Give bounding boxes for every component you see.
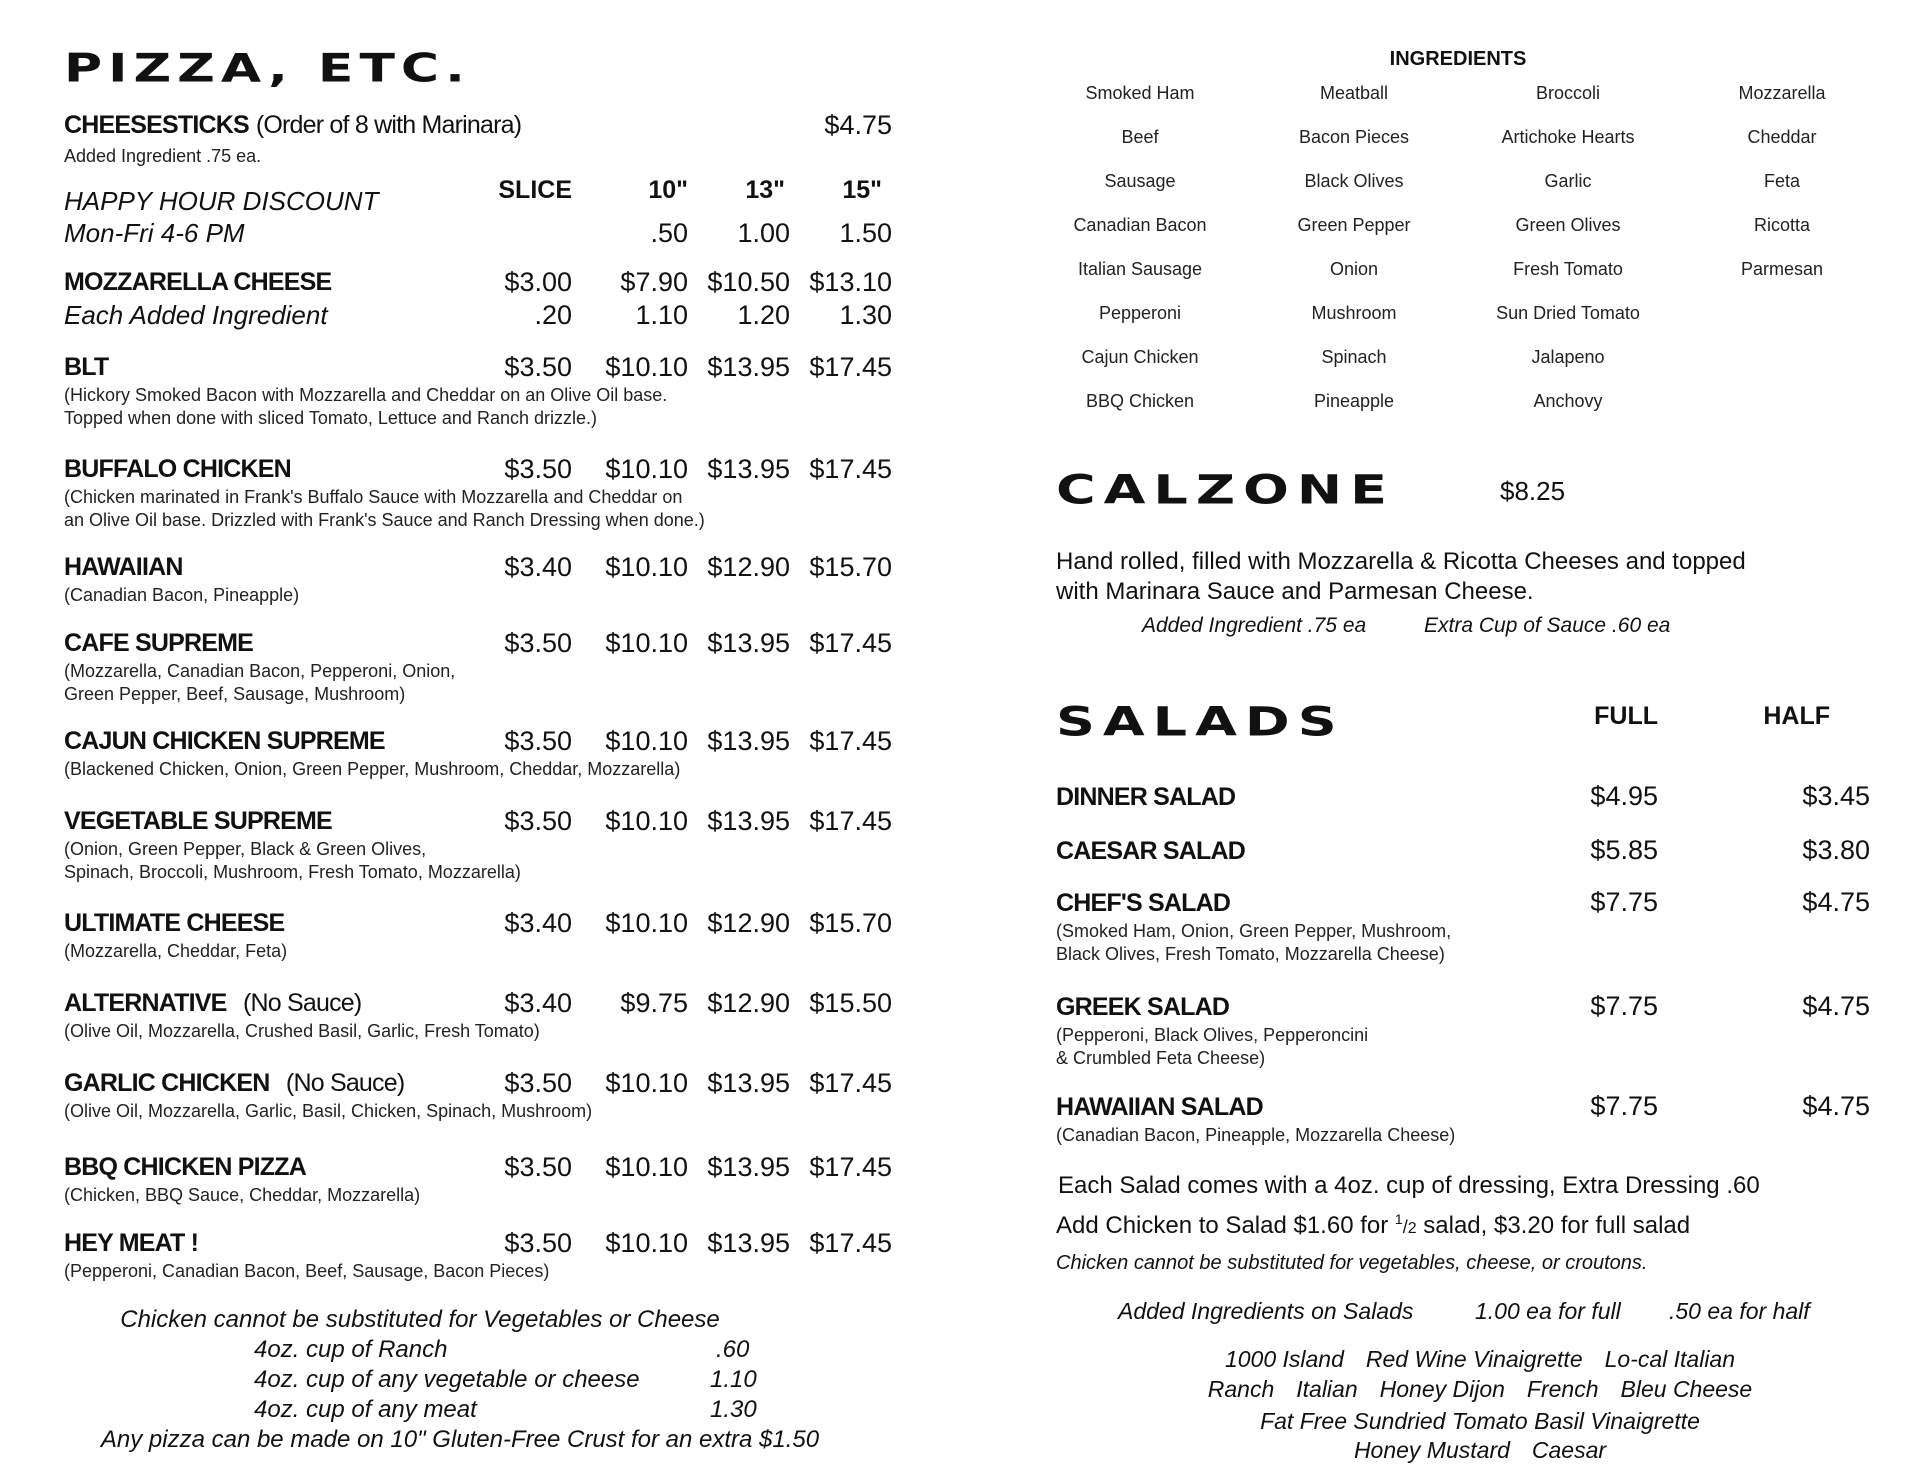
- salad-chicken-text-a: Add Chicken to Salad $1.60 for: [1056, 1212, 1395, 1239]
- salad-item-price-full: $7.75: [1590, 991, 1658, 1021]
- pizza-item-name: ULTIMATE CHEESE: [64, 909, 285, 937]
- dressing-row: [1100, 1376, 1860, 1403]
- pizza-item-price-13: $13.95: [707, 628, 790, 658]
- pizza-item-extra: (No Sauce): [285, 1069, 405, 1097]
- pizza-item-price-slice: $3.50: [504, 726, 572, 756]
- pizza-item-title: [64, 629, 253, 658]
- pizza-item-title: [64, 455, 291, 484]
- header-15: 15": [842, 176, 882, 204]
- added-ingredient-name: Each Added Ingredient: [64, 300, 328, 330]
- pizza-item-title: [64, 1229, 198, 1258]
- calzone-sauce: Extra Cup of Sauce .60 ea: [1424, 614, 1671, 637]
- cup-meat-price: 1.30: [710, 1396, 757, 1423]
- salad-item-price-full: $5.85: [1590, 835, 1658, 865]
- cup-ranch-price: .60: [716, 1336, 750, 1363]
- dressing-row: [1100, 1437, 1860, 1464]
- pizza-item-name: CAFE SUPREME: [64, 629, 254, 657]
- pizza-item-price-10: $10.10: [605, 454, 688, 484]
- mozzarella-price-15: $13.10: [809, 267, 892, 297]
- salad-item-description: Black Olives, Fresh Tomato, Mozzarella Cheese): [1056, 944, 1445, 964]
- calzone-desc-1: Hand rolled, filled with Mozzarella & Ricotta Cheeses and topped: [1056, 548, 1746, 575]
- salad-item-price-half: $4.75: [1802, 887, 1870, 917]
- ingredient-item: Cheddar: [1747, 127, 1817, 147]
- pizza-item-title: [64, 727, 385, 756]
- salad-item-name: HAWAIIAN SALAD: [1056, 1093, 1263, 1121]
- pizza-item-price-15: $17.45: [809, 1152, 892, 1182]
- ingredient-item: Pineapple: [1313, 391, 1395, 411]
- ingredient-item: Fresh Tomato: [1513, 259, 1623, 279]
- pizza-item-price-10: $10.10: [605, 908, 688, 938]
- pizza-item-price-15: $17.45: [809, 806, 892, 836]
- salad-item-price-half: $4.75: [1802, 1091, 1870, 1121]
- added-price-10: 1.10: [635, 300, 688, 330]
- pizza-item-name: ALTERNATIVE: [64, 989, 227, 1017]
- ingredient-item: Pepperoni: [1098, 303, 1182, 323]
- pizza-item-price-10: $10.10: [605, 1152, 688, 1182]
- ingredient-item: Spinach: [1321, 347, 1387, 367]
- pizza-item-description: Topped when done with sliced Tomato, Lettuce and Ranch drizzle.): [64, 408, 597, 428]
- pizza-item-price-15: $15.70: [809, 908, 892, 938]
- pizza-item-price-13: $13.95: [707, 1152, 790, 1182]
- pizza-item-price-13: $13.95: [707, 1068, 790, 1098]
- calzone-added: Added Ingredient .75 ea: [1142, 614, 1367, 637]
- pizza-item-price-10: $10.10: [605, 628, 688, 658]
- ingredient-item: Black Olives: [1304, 171, 1404, 191]
- pizza-item-price-15: $15.50: [809, 988, 892, 1018]
- pizza-item-price-slice: $3.50: [504, 1152, 572, 1182]
- pizza-item-description: (Mozzarella, Cheddar, Feta): [64, 941, 288, 961]
- ingredient-item: Mushroom: [1311, 303, 1397, 323]
- pizza-item-price-10: $10.10: [605, 806, 688, 836]
- pizza-item-name: HAWAIIAN: [64, 553, 183, 581]
- salad-dressing-note: Each Salad comes with a 4oz. cup of dressing, Extra Dressing .60: [1058, 1172, 1760, 1199]
- ingredient-item: Green Pepper: [1297, 215, 1411, 235]
- salad-header-full: FULL: [1594, 702, 1658, 730]
- salad-item-price-half: $3.45: [1802, 781, 1870, 811]
- dressing-option: 1000 Island: [1224, 1346, 1344, 1372]
- ingredient-item: Parmesan: [1740, 259, 1824, 279]
- pizza-item-title: [64, 553, 183, 582]
- pizza-item-price-slice: $3.40: [504, 908, 572, 938]
- ingredient-item: Meatball: [1319, 83, 1389, 103]
- ingredient-item: Smoked Ham: [1085, 83, 1195, 103]
- cheesesticks-row: [64, 111, 521, 140]
- cheesesticks-detail: (Order of 8 with Marinara): [255, 111, 522, 139]
- pizza-item-description: (Canadian Bacon, Pineapple): [64, 585, 300, 605]
- pizza-item-description: (Mozzarella, Canadian Bacon, Pepperoni, Onion,: [64, 661, 456, 681]
- pizza-item-description: (Olive Oil, Mozzarella, Crushed Basil, Garlic, Fresh Tomato): [64, 1021, 540, 1041]
- pizza-item-name: VEGETABLE SUPREME: [64, 807, 332, 835]
- cup-vegetable-price: 1.10: [710, 1366, 757, 1393]
- salad-added-half: .50 ea for half: [1669, 1298, 1810, 1324]
- pizza-item-price-slice: $3.50: [504, 454, 572, 484]
- salad-item-price-half: $4.75: [1802, 991, 1870, 1021]
- added-price-slice: .20: [534, 300, 572, 330]
- ingredients-title: INGREDIENTS: [1389, 48, 1527, 70]
- pizza-item-description: (Hickory Smoked Bacon with Mozzarella and Cheddar on an Olive Oil base.: [64, 385, 668, 405]
- pizza-item-title: [64, 909, 284, 938]
- ingredient-item: Jalapeno: [1531, 347, 1605, 367]
- pizza-item-price-10: $10.10: [605, 552, 688, 582]
- salad-item-name: CAESAR SALAD: [1056, 837, 1246, 865]
- pizza-item-price-slice: $3.40: [504, 988, 572, 1018]
- pizza-item-price-13: $13.95: [707, 1228, 790, 1258]
- half-numerator: 1: [1394, 1211, 1403, 1227]
- dressing-row: [1100, 1408, 1860, 1435]
- pizza-item-price-10: $10.10: [605, 726, 688, 756]
- ingredient-item: Beef: [1121, 127, 1159, 147]
- salad-added-label: Added Ingredients on Salads: [1118, 1298, 1414, 1324]
- calzone-desc-2: with Marinara Sauce and Parmesan Cheese.: [1056, 578, 1534, 605]
- pizza-item-price-slice: $3.50: [504, 806, 572, 836]
- salad-item-description: (Smoked Ham, Onion, Green Pepper, Mushroom,: [1056, 921, 1452, 941]
- happy-hour-times: Mon-Fri 4-6 PM: [64, 218, 245, 248]
- dressing-option: Ranch: [1207, 1376, 1275, 1402]
- pizza-item-price-13: $13.95: [707, 726, 790, 756]
- pizza-item-description: (Onion, Green Pepper, Black & Green Olives,: [64, 839, 427, 859]
- pizza-item-price-10: $9.75: [620, 988, 688, 1018]
- pizza-item-description: (Blackened Chicken, Onion, Green Pepper, Mushroom, Cheddar, Mozzarella): [64, 759, 681, 779]
- pizza-item-name: BBQ CHICKEN PIZZA: [64, 1153, 306, 1181]
- happy-hour-price-10: .50: [650, 218, 688, 248]
- ingredient-item: Cajun Chicken: [1081, 347, 1199, 367]
- cup-vegetable-label: 4oz. cup of any vegetable or cheese: [254, 1366, 640, 1393]
- dressing-option: Bleu Cheese: [1620, 1376, 1753, 1402]
- salad-item-price-full: $4.95: [1590, 781, 1658, 811]
- pizza-item-price-15: $17.45: [809, 726, 892, 756]
- dressing-option: Fat Free Sundried Tomato Basil Vinaigrette: [1260, 1408, 1700, 1434]
- salad-item-name: CHEF'S SALAD: [1056, 889, 1231, 917]
- salad-item-description: & Crumbled Feta Cheese): [1056, 1048, 1266, 1068]
- ingredient-item: Broccoli: [1535, 83, 1601, 103]
- pizza-item-price-13: $12.90: [707, 988, 790, 1018]
- pizza-item-name: CAJUN CHICKEN SUPREME: [64, 727, 385, 755]
- pizza-item-price-15: $17.45: [809, 1228, 892, 1258]
- ingredient-item: Anchovy: [1533, 391, 1603, 411]
- mozzarella-price-slice: $3.00: [504, 267, 572, 297]
- dressing-option: Italian: [1296, 1376, 1358, 1402]
- pizza-item-price-slice: $3.50: [504, 1068, 572, 1098]
- pizza-item-description: (Pepperoni, Canadian Bacon, Beef, Sausage, Bacon Pieces): [64, 1261, 550, 1281]
- pizza-item-price-10: $10.10: [605, 1228, 688, 1258]
- dressing-option: Honey Mustard: [1353, 1437, 1510, 1463]
- pizza-item-price-10: $10.10: [605, 352, 688, 382]
- header-slice: SLICE: [498, 176, 572, 204]
- half-slash: /: [1402, 1217, 1408, 1237]
- pizza-item-description: (Olive Oil, Mozzarella, Garlic, Basil, Chicken, Spinach, Mushroom): [64, 1101, 593, 1121]
- pizza-item-title: [64, 353, 108, 382]
- ingredient-item: Mozzarella: [1738, 83, 1826, 103]
- pizza-item-name: BUFFALO CHICKEN: [64, 455, 291, 483]
- pizza-item-price-10: $10.10: [605, 1068, 688, 1098]
- pizza-item-name: HEY MEAT !: [64, 1229, 199, 1257]
- cheesesticks-note: Added Ingredient .75 ea.: [64, 146, 262, 166]
- salad-chicken-substitution: Chicken cannot be substituted for vegetables, cheese, or croutons.: [1056, 1252, 1648, 1274]
- happy-hour-price-15: 1.50: [839, 218, 892, 248]
- pizza-item-extra: (No Sauce): [242, 989, 362, 1017]
- pizza-item-price-slice: $3.50: [504, 1228, 572, 1258]
- pizza-item-description: an Olive Oil base. Drizzled with Frank's Sauce and Ranch Dressing when done.): [64, 510, 705, 530]
- ingredient-item: Sun Dried Tomato: [1496, 303, 1640, 323]
- dressing-row: [1100, 1346, 1860, 1373]
- ingredient-item: Artichoke Hearts: [1501, 127, 1635, 147]
- pizza-item-description: Green Pepper, Beef, Sausage, Mushroom): [64, 684, 406, 704]
- ingredient-item: Ricotta: [1753, 215, 1811, 235]
- salad-item-price-half: $3.80: [1802, 835, 1870, 865]
- cheesesticks-price: $4.75: [824, 110, 892, 140]
- salad-item-description: (Pepperoni, Black Olives, Pepperoncini: [1056, 1025, 1369, 1045]
- mozzarella-price-10: $7.90: [620, 267, 688, 297]
- cup-ranch-label: 4oz. cup of Ranch: [254, 1336, 448, 1363]
- pizza-item-name: GARLIC CHICKEN: [64, 1069, 270, 1097]
- pizza-item-price-15: $17.45: [809, 1068, 892, 1098]
- pizza-item-title: [64, 1153, 306, 1182]
- half-denominator: 2: [1407, 1220, 1417, 1237]
- pizza-item-price-slice: $3.40: [504, 552, 572, 582]
- gluten-free-note: Any pizza can be made on 10" Gluten-Free Crust for an extra $1.50: [100, 1426, 820, 1453]
- dressing-option: Red Wine Vinaigrette: [1365, 1346, 1583, 1372]
- pizza-item-description: (Chicken, BBQ Sauce, Cheddar, Mozzarella): [64, 1185, 421, 1205]
- ingredient-item: Italian Sausage: [1077, 259, 1203, 279]
- salad-chicken-note: [1056, 1211, 1690, 1240]
- happy-hour-price-13: 1.00: [737, 218, 790, 248]
- pizza-item-description: (Chicken marinated in Frank's Buffalo Sauce with Mozzarella and Cheddar on: [64, 487, 683, 507]
- salad-chicken-text-b: salad, $3.20 for full salad: [1416, 1212, 1691, 1239]
- added-price-13: 1.20: [737, 300, 790, 330]
- salads-title: SALADS: [1056, 698, 1345, 746]
- pizza-item-title: [64, 989, 361, 1018]
- footer-chicken-note: Chicken cannot be substituted for Vegetables or Cheese: [120, 1306, 720, 1333]
- dressing-option: Lo-cal Italian: [1604, 1346, 1736, 1372]
- ingredient-item: Garlic: [1544, 171, 1592, 191]
- cheesesticks-name: CHEESESTICKS: [64, 111, 249, 139]
- pizza-item-price-15: $17.45: [809, 352, 892, 382]
- happy-hour-title: HAPPY HOUR DISCOUNT: [64, 186, 379, 216]
- mozzarella-name: MOZZARELLA CHEESE: [64, 268, 332, 296]
- salad-added-full: 1.00 ea for full: [1475, 1298, 1621, 1324]
- dressing-option: French: [1526, 1376, 1599, 1402]
- mozzarella-price-13: $10.50: [707, 267, 790, 297]
- pizza-item-title: [64, 1069, 404, 1098]
- pizza-item-price-13: $13.95: [707, 806, 790, 836]
- salad-item-name: DINNER SALAD: [1056, 783, 1236, 811]
- pizza-item-name: BLT: [64, 353, 109, 381]
- ingredient-item: Feta: [1763, 171, 1801, 191]
- dressing-option: Honey Dijon: [1379, 1376, 1505, 1402]
- pizza-item-price-13: $12.90: [707, 552, 790, 582]
- pizza-item-price-15: $17.45: [809, 628, 892, 658]
- ingredient-item: Sausage: [1104, 171, 1176, 191]
- salad-header-half: HALF: [1763, 702, 1830, 730]
- pizza-item-price-15: $15.70: [809, 552, 892, 582]
- ingredient-item: Onion: [1329, 259, 1379, 279]
- ingredient-item: Canadian Bacon: [1073, 215, 1207, 235]
- pizza-item-price-slice: $3.50: [504, 352, 572, 382]
- salad-item-price-full: $7.75: [1590, 887, 1658, 917]
- ingredient-item: Bacon Pieces: [1298, 127, 1410, 147]
- pizza-item-title: [64, 807, 332, 836]
- header-10: 10": [648, 176, 688, 204]
- pizza-item-price-15: $17.45: [809, 454, 892, 484]
- calzone-title: CALZONE: [1056, 466, 1395, 514]
- salad-item-description: (Canadian Bacon, Pineapple, Mozzarella Cheese): [1056, 1125, 1456, 1145]
- ingredient-item: Green Olives: [1515, 215, 1621, 235]
- pizza-item-price-13: $12.90: [707, 908, 790, 938]
- dressing-option: Caesar: [1531, 1437, 1607, 1463]
- pizza-item-price-13: $13.95: [707, 352, 790, 382]
- pizza-item-price-slice: $3.50: [504, 628, 572, 658]
- ingredient-item: BBQ Chicken: [1085, 391, 1195, 411]
- salad-item-price-full: $7.75: [1590, 1091, 1658, 1121]
- pizza-title: PIZZA, ETC.: [64, 46, 471, 91]
- added-price-15: 1.30: [839, 300, 892, 330]
- calzone-price: $8.25: [1500, 476, 1566, 506]
- header-13: 13": [745, 176, 785, 204]
- cup-meat-label: 4oz. cup of any meat: [254, 1396, 477, 1423]
- pizza-item-description: Spinach, Broccoli, Mushroom, Fresh Tomato, Mozzarella): [64, 862, 521, 882]
- pizza-item-price-13: $13.95: [707, 454, 790, 484]
- salad-item-name: GREEK SALAD: [1056, 993, 1230, 1021]
